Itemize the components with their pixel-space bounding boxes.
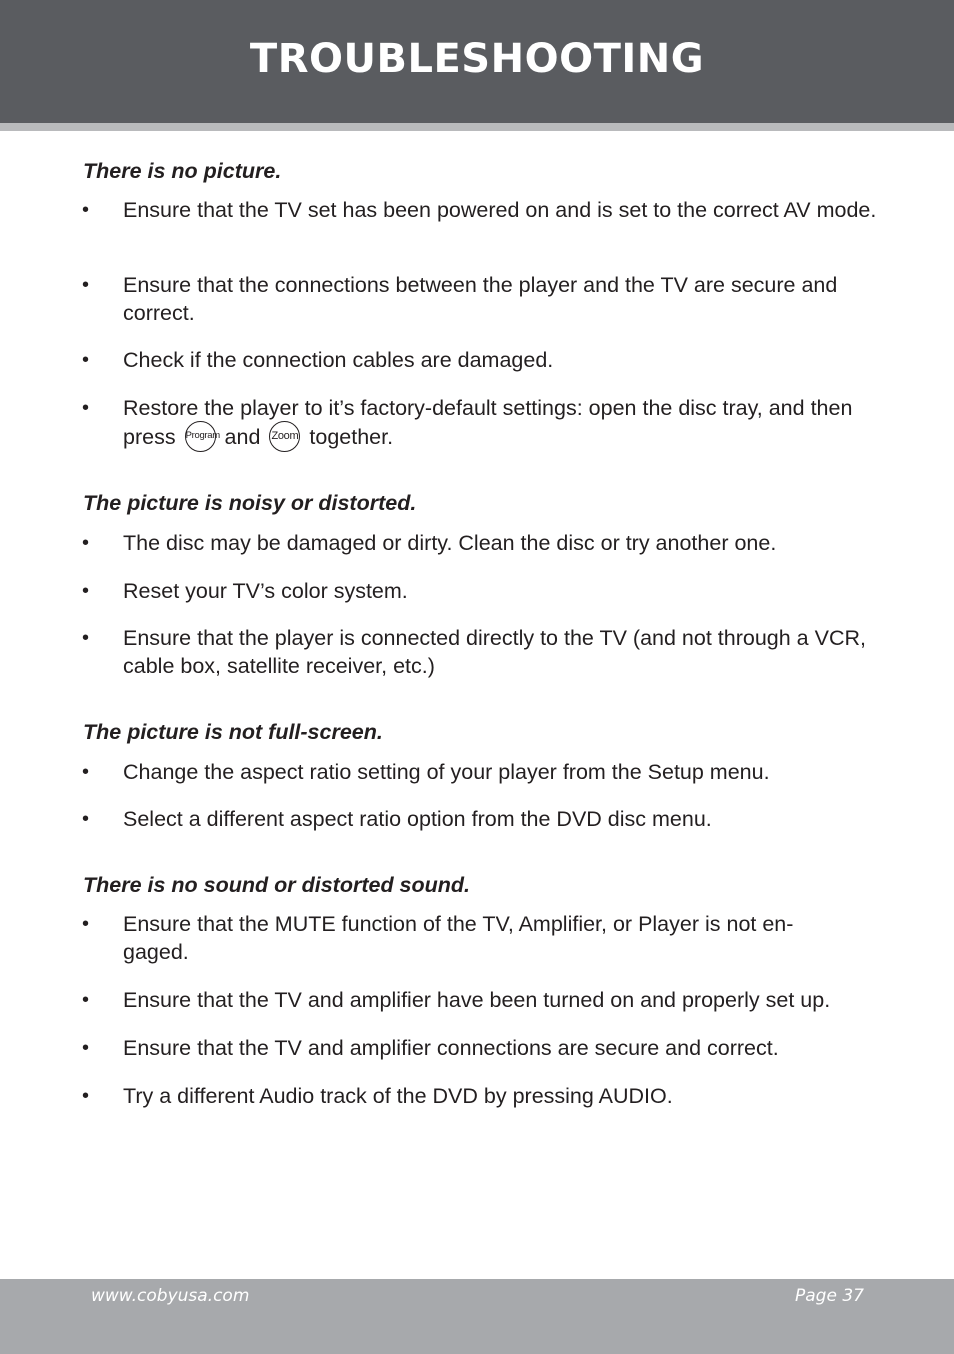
page-header: [0, 0, 954, 123]
bullet-icon: •: [82, 580, 90, 602]
restore-text-middle: and: [224, 425, 261, 449]
bullet-icon: •: [82, 532, 90, 554]
list-item-text: Ensure that the MUTE function of the TV, Amplifier, or Player is not en-gaged.: [123, 912, 794, 964]
restore-text-after: together.: [309, 425, 394, 449]
page-title: TROUBLESHOOTING: [249, 36, 705, 82]
header-divider: [0, 123, 954, 131]
list-item-text: [123, 394, 883, 452]
bullet-icon: •: [82, 397, 90, 419]
bullet-icon: •: [82, 913, 90, 935]
section-heading-no-sound: There is no sound or distorted sound.: [83, 873, 471, 897]
list-item-text: Ensure that the TV and amplifier have been turned on and properly set up.: [123, 988, 831, 1012]
page-number: Page 37: [795, 1286, 864, 1306]
section-heading-no-picture: There is no picture.: [83, 159, 282, 183]
list-item-text: Reset your TV’s color system.: [123, 579, 408, 603]
section-heading-not-full-screen: The picture is not full-screen.: [83, 720, 383, 744]
list-item-text: Select a different aspect ratio option from the DVD disc menu.: [123, 807, 712, 831]
list-item-text: Check if the connection cables are damaged.: [123, 348, 554, 372]
zoom-button-icon: Zoom: [269, 421, 300, 452]
list-item-text: Change the aspect ratio setting of your player from the Setup menu.: [123, 760, 770, 784]
list-item-text: Ensure that the connections between the player and the TV are secure and correct.: [123, 273, 838, 325]
bullet-icon: •: [82, 349, 90, 371]
section-heading-noisy-picture: The picture is noisy or distorted.: [83, 491, 417, 515]
page-footer: [0, 1279, 954, 1354]
list-item-text: The disc may be damaged or dirty. Clean the disc or try another one.: [123, 531, 777, 555]
website-link[interactable]: www.cobyusa.com: [91, 1286, 250, 1306]
bullet-icon: •: [82, 989, 90, 1011]
list-item-text: Ensure that the TV and amplifier connections are secure and correct.: [123, 1036, 779, 1060]
restore-text-before: Restore the player to it’s factory-default settings: open the disc tray, and then press: [123, 396, 853, 449]
bullet-icon: •: [82, 627, 90, 649]
bullet-icon: •: [82, 761, 90, 783]
bullet-icon: •: [82, 1085, 90, 1107]
list-item-text: Try a different Audio track of the DVD by pressing AUDIO.: [123, 1084, 673, 1108]
bullet-icon: •: [82, 1037, 90, 1059]
bullet-icon: •: [82, 199, 90, 221]
bullet-icon: •: [82, 808, 90, 830]
program-button-icon: Program: [185, 421, 216, 452]
list-item-text: Ensure that the TV set has been powered on and is set to the correct AV mode.: [123, 198, 877, 222]
list-item-text: Ensure that the player is connected directly to the TV (and not through a VCR, cable box, satellite receiver, etc.): [123, 626, 866, 678]
bullet-icon: •: [82, 274, 90, 296]
